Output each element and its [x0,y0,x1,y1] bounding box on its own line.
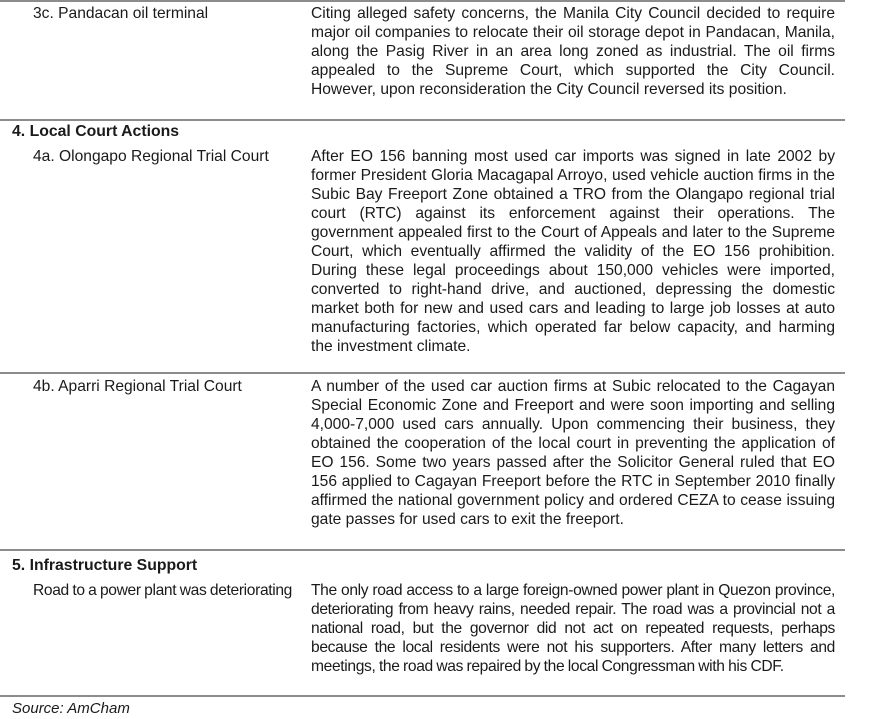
row-item-label: 4a. Olongapo Regional Trial Court [33,148,269,165]
row-item-label: Road to a power plant was deteriorating [33,582,293,599]
row-description: Citing alleged safety concerns, the Manila City Council decided to require major oil companies to relocate their oil storage depot in Pandacan, Manila, along the Pasig River in an area long zoned as industrial. The oil firms appealed to the Supreme Court, which supported the City Council. However, upon reconsideration the City Council reversed its position. [311,5,835,98]
table-bottom-rule [0,695,845,697]
source-note: Source: AmCham [12,700,130,717]
row-divider [0,372,845,374]
row-description: A number of the used car auction firms at Subic relocated to the Cagayan Special Economic Zone and Freeport and were soon importing and selling 4,000-7,000 used cars annually. Upon commencing their business, they obtained the cooperation of the local court in preventing the application of EO 156. Some two years passed after the Solicitor General ruled that EO 156 applied to Cagayan Freeport before the RTC in September 2010 finally affirmed the national government policy and ordered CEZA to cease issuing gate passes for used cars to exit the freeport. [311,378,835,528]
section-heading: 4. Local Court Actions [12,123,180,140]
table-top-rule [0,0,845,2]
row-item-label: 3c. Pandacan oil terminal [33,5,209,22]
section-heading: 5. Infrastructure Support [12,557,198,574]
row-divider [0,549,845,551]
row-description: After EO 156 banning most used car imports was signed in late 2002 by former President Gloria Macagapal Arroyo, used vehicle auction firms in the Subic Bay Freeport Zone obtained a TRO from the Olangapo regional trial court (RTC) against its enforcement against their operations. The government appealed first to the Court of Appeals and later to the Supreme Court, which eventually affirmed the validity of the EO 156 prohibition. During these legal proceedings about 150,000 vehicles were imported, converted to right-hand drive, and auctioned, depressing the domestic market both for new and used cars and leading to large job losses at auto manufacturing factories, which operated far below capacity, and harming the investment climate. [311,148,835,355]
row-item-label: 4b. Aparri Regional Trial Court [33,378,242,395]
row-description: The only road access to a large foreign-owned power plant in Quezon province, deteriorating from heavy rains, needed repair. The road was a provincial not a national road, but the governor did not act on repeated requests, perhaps because the local residents were not his supporters. After many letters and meetings, the road was repaired by the local Congressman with his CDF. [311,582,835,675]
row-divider [0,119,845,121]
